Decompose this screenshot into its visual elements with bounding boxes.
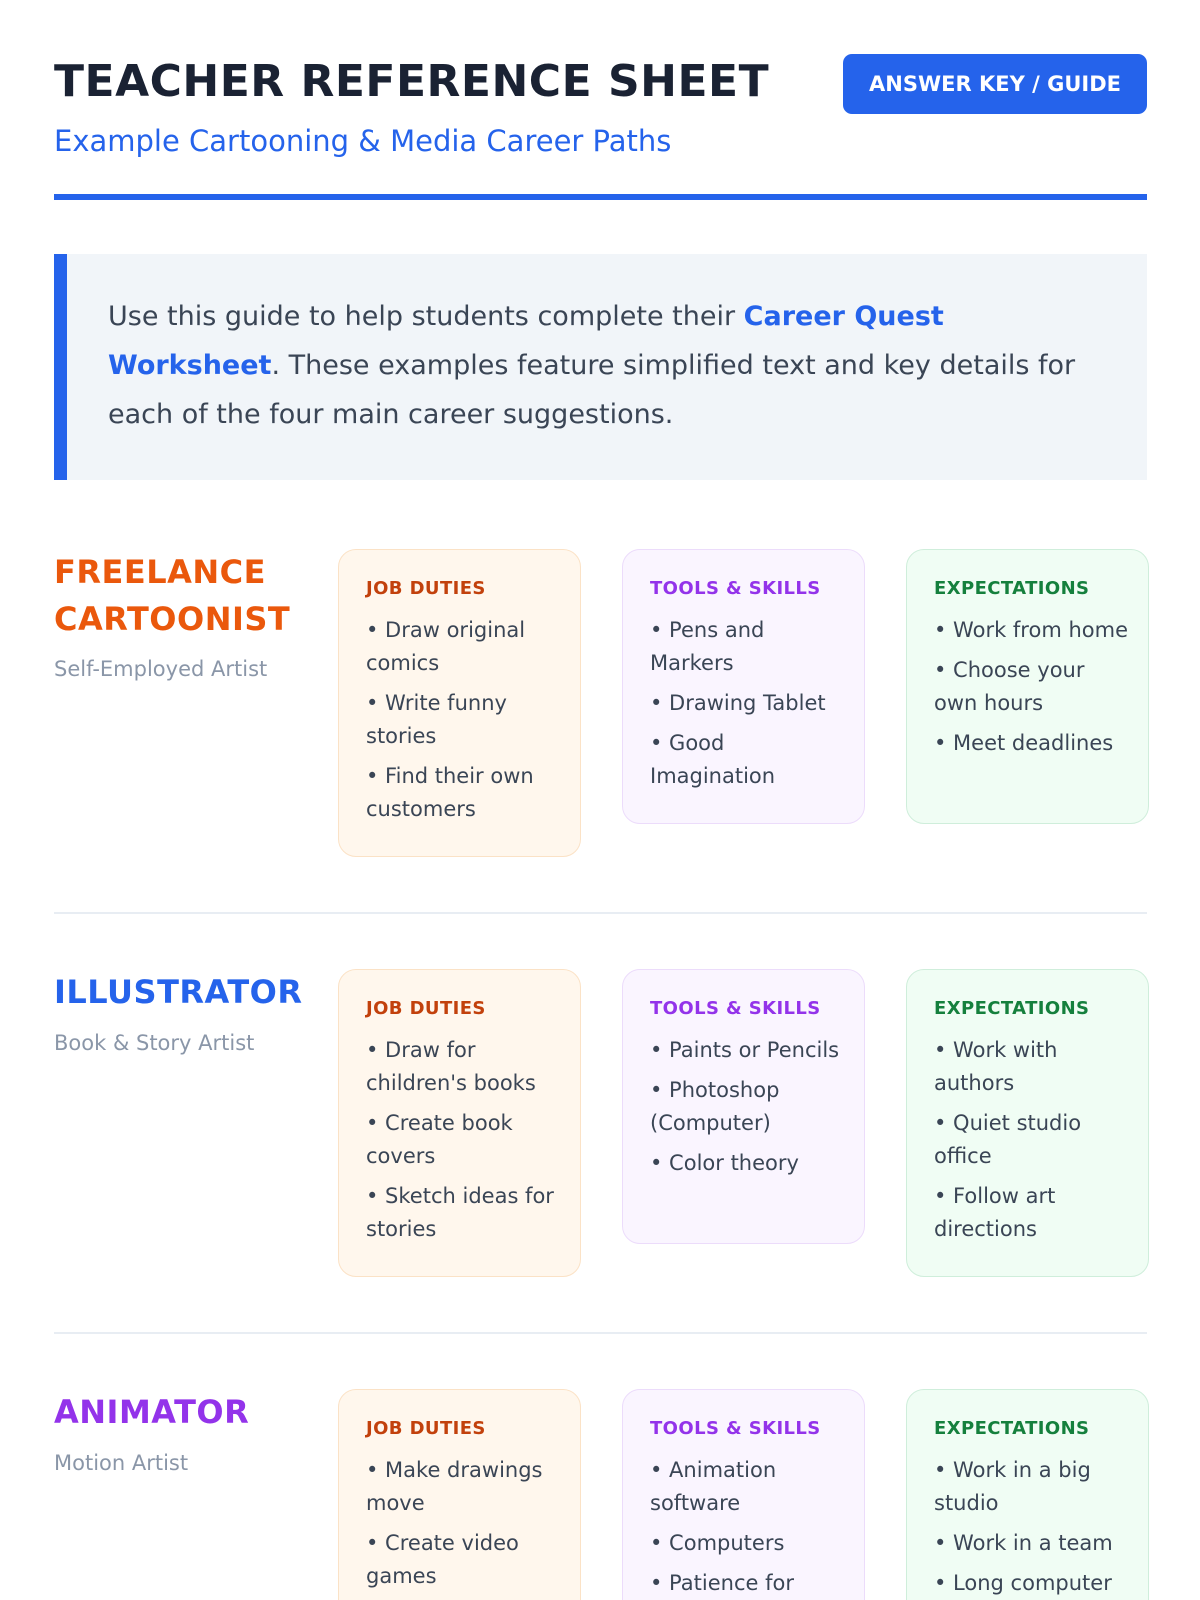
page-header <box>54 52 1147 202</box>
intro-text-before: Use this guide to help students complete their <box>108 301 744 332</box>
list-item: • Work with authors <box>934 1038 1058 1095</box>
section-divider <box>54 1332 1147 1334</box>
list-item: • Animation software <box>650 1458 777 1515</box>
expectations-card <box>906 549 1149 824</box>
list-item: • Create video games <box>366 1531 519 1588</box>
list-item: • Sketch ideas for stories <box>366 1184 554 1241</box>
list-item: • Work in a team <box>934 1531 1113 1555</box>
card-heading: EXPECTATIONS <box>934 998 1090 1019</box>
list-item: • Computers <box>650 1531 785 1555</box>
list-item: • Create book covers <box>366 1111 513 1168</box>
career-subtitle: Motion Artist <box>54 1451 189 1475</box>
list-item: • Work from home <box>934 618 1128 642</box>
career-title: ANIMATOR <box>54 1393 250 1431</box>
list-item: • Write funny stories <box>366 691 507 748</box>
list-item: • Draw original comics <box>366 618 526 675</box>
intro-text-after: . These examples feature simplified text and key details for each of the four main career suggestions. <box>108 350 1076 430</box>
list-item: • Quiet studio office <box>934 1111 1082 1168</box>
list-item: • Photoshop (Computer) <box>650 1078 780 1135</box>
list-item: • Draw for children's books <box>366 1038 536 1095</box>
answer-key-badge: ANSWER KEY / GUIDE <box>843 54 1147 114</box>
list-item: • Pens and Markers <box>650 618 765 675</box>
card-heading: JOB DUTIES <box>366 1418 486 1439</box>
job-duties-card <box>338 1389 581 1600</box>
tools-skills-card <box>622 1389 865 1600</box>
card-heading: TOOLS & SKILLS <box>650 998 821 1019</box>
career-title: ILLUSTRATOR <box>54 973 303 1011</box>
page-title: TEACHER REFERENCE SHEET <box>54 56 770 107</box>
job-duties-card <box>338 549 581 857</box>
card-heading: JOB DUTIES <box>366 578 486 599</box>
card-heading: TOOLS & SKILLS <box>650 578 821 599</box>
tools-skills-card <box>622 549 865 824</box>
list-item: • Make drawings move <box>366 1458 543 1515</box>
career-title: FREELANCE CARTOONIST <box>54 553 291 638</box>
list-item: • Find their own customers <box>366 764 534 821</box>
header-rule <box>54 194 1147 200</box>
intro-callout <box>54 254 1147 480</box>
list-item: • Meet deadlines <box>934 731 1114 755</box>
card-heading: EXPECTATIONS <box>934 1418 1090 1439</box>
intro-text <box>108 292 1107 439</box>
section-divider <box>54 912 1147 914</box>
list-item: • Follow art directions <box>934 1184 1056 1241</box>
list-item: • Good Imagination <box>650 731 776 788</box>
card-heading: TOOLS & SKILLS <box>650 1418 821 1439</box>
card-heading: JOB DUTIES <box>366 998 486 1019</box>
career-subtitle: Book & Story Artist <box>54 1031 255 1055</box>
job-duties-card <box>338 969 581 1277</box>
list-item: • Color theory <box>650 1151 799 1175</box>
card-heading: EXPECTATIONS <box>934 578 1090 599</box>
page-subtitle: Example Cartooning & Media Career Paths <box>54 124 672 158</box>
list-item: • Patience for <box>650 1571 794 1595</box>
list-item: • Choose your own hours <box>934 658 1085 715</box>
expectations-card <box>906 969 1149 1277</box>
expectations-card <box>906 1389 1149 1600</box>
list-item: • Work in a big studio <box>934 1458 1091 1515</box>
list-item: • Long computer <box>934 1571 1112 1595</box>
career-subtitle: Self-Employed Artist <box>54 657 268 681</box>
list-item: • Paints or Pencils <box>650 1038 840 1062</box>
worksheet-link: Career Quest Worksheet <box>108 301 944 381</box>
tools-skills-card <box>622 969 865 1244</box>
list-item: • Drawing Tablet <box>650 691 826 715</box>
